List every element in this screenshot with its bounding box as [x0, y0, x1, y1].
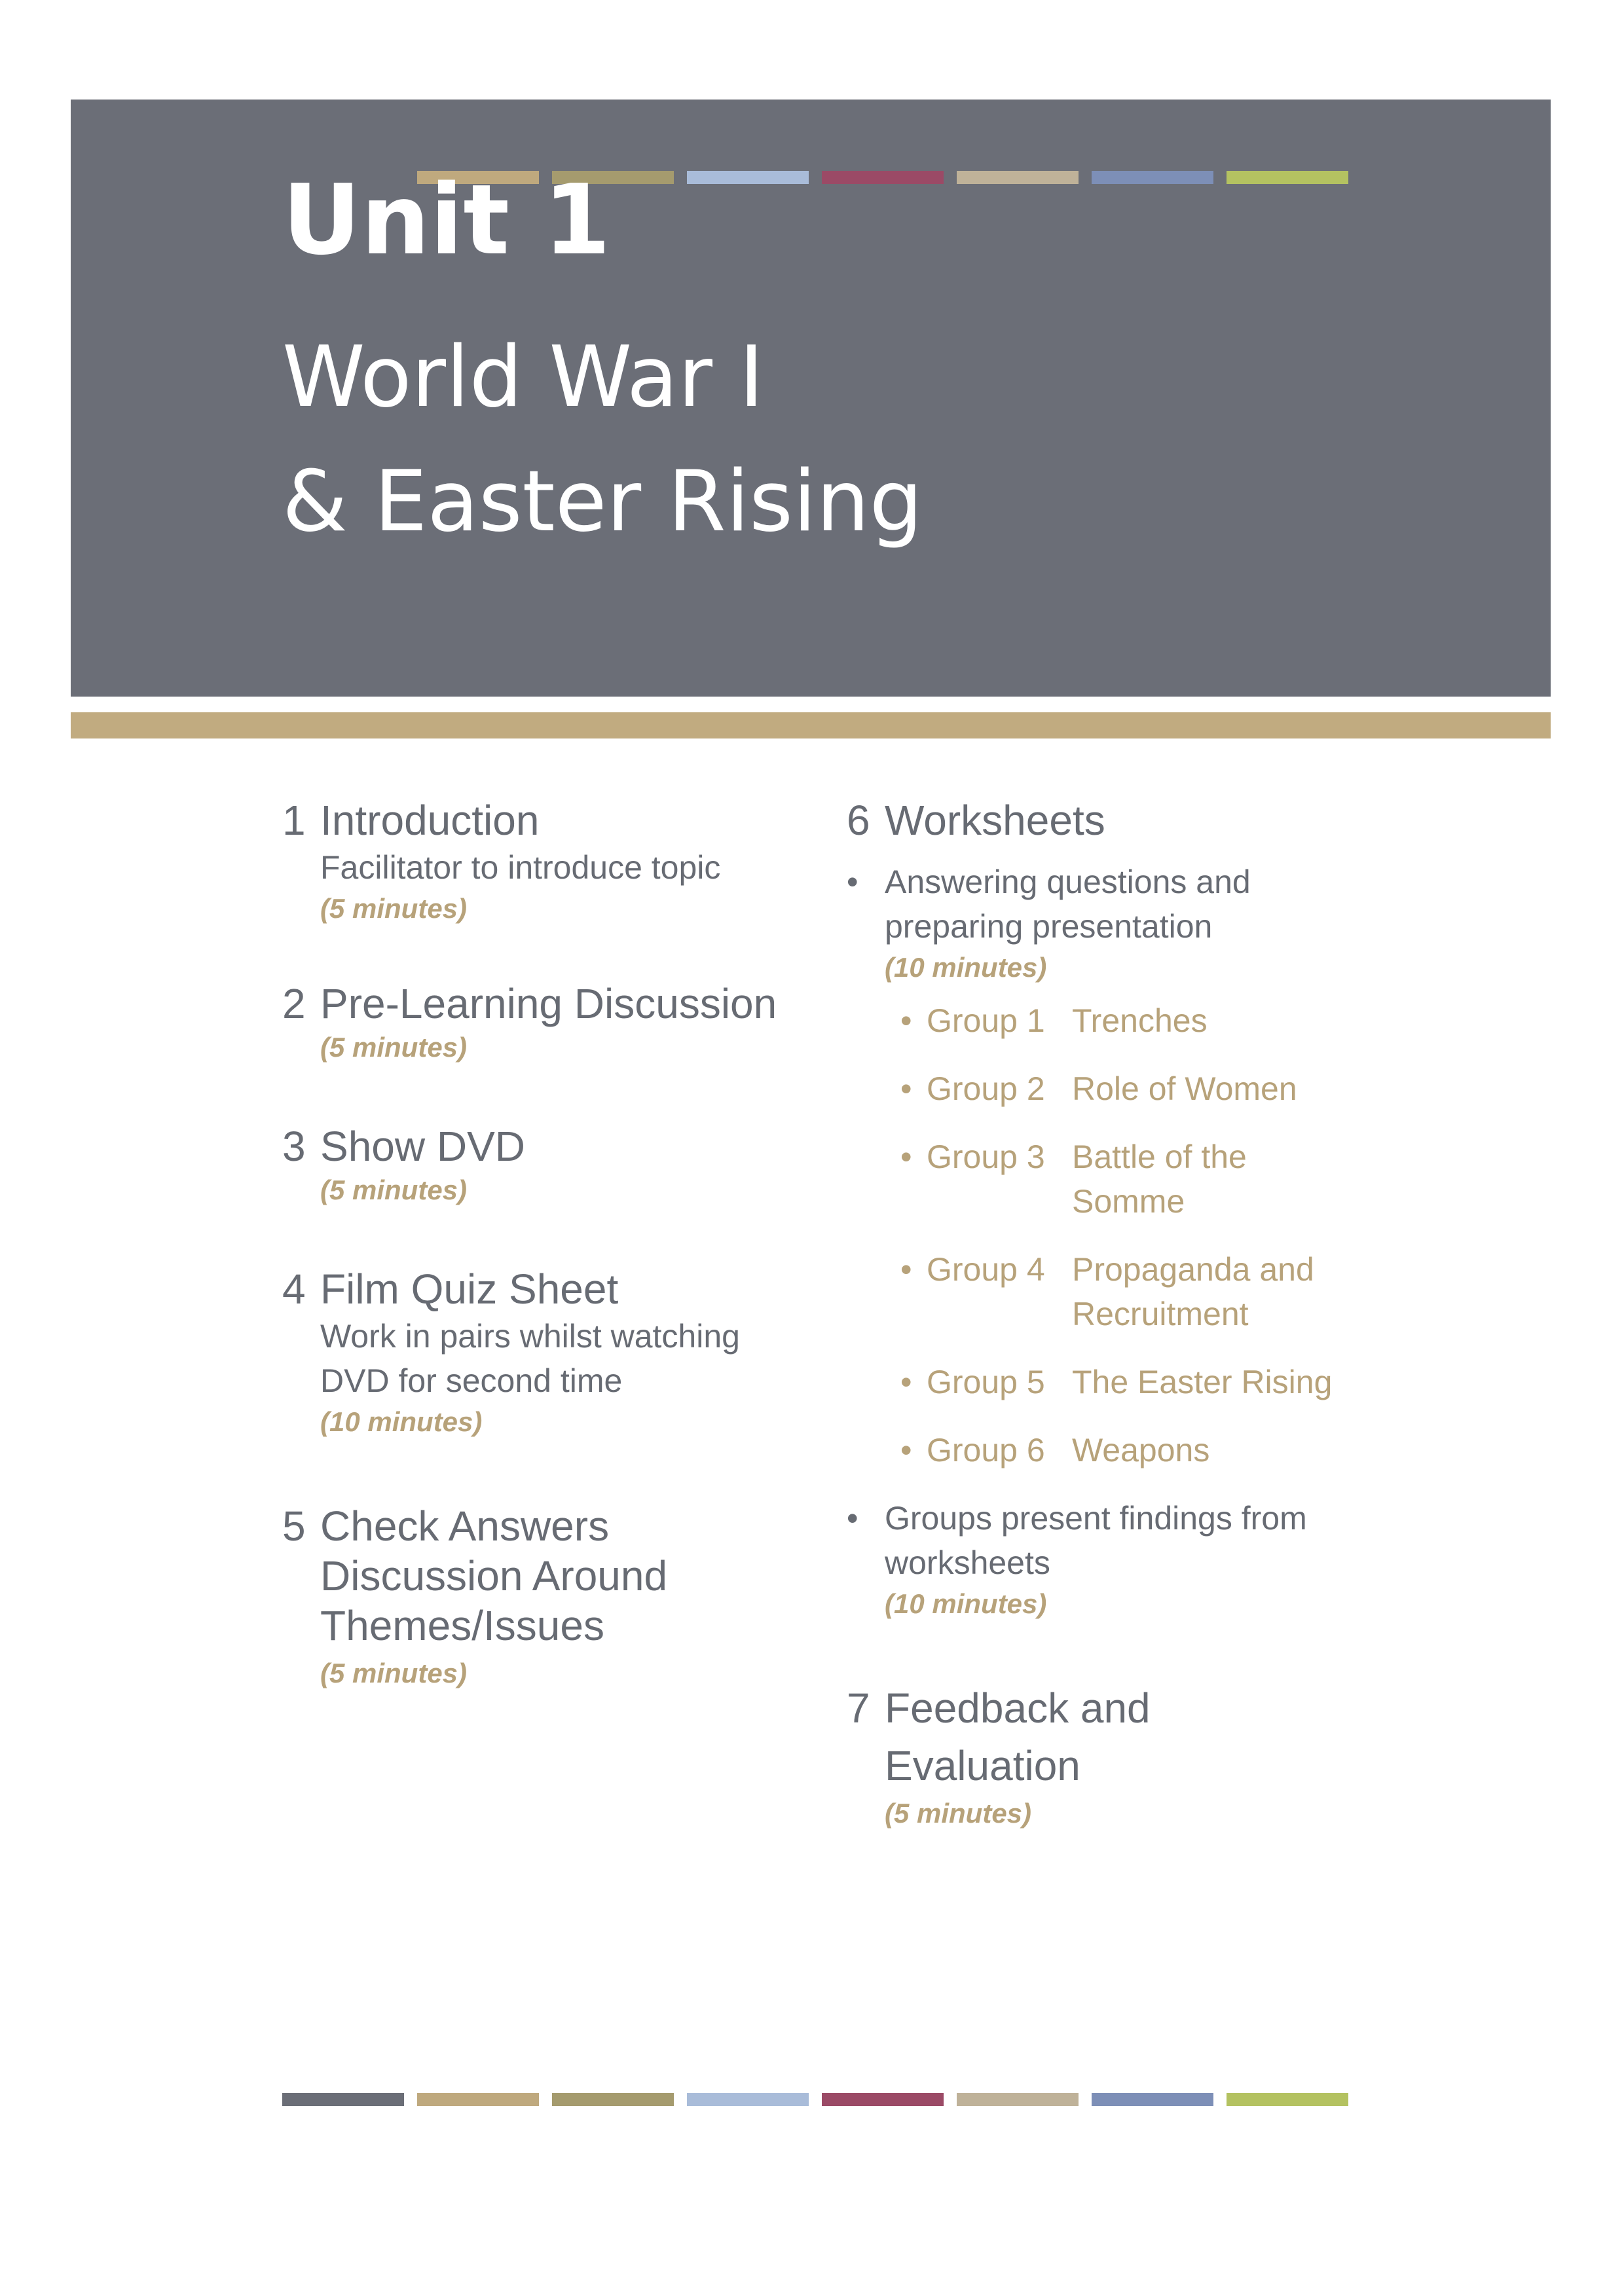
section-title: Show DVD	[320, 1123, 525, 1170]
subtitle-line-1: World War I	[282, 329, 764, 426]
section-duration: (5 minutes)	[320, 893, 468, 924]
section-title-line: Themes/Issues	[320, 1602, 604, 1649]
group-item	[900, 1135, 1436, 1224]
bullet-dot-icon: •	[900, 1432, 912, 1468]
left-column	[282, 795, 806, 1692]
bullet-text-line: worksheets	[885, 1544, 1050, 1581]
section-number: 1	[282, 797, 306, 844]
bullet-text-line: preparing presentation	[885, 908, 1213, 945]
section-number: 6	[847, 797, 870, 844]
section-worksheets	[847, 795, 1436, 1623]
group-topic: The Easter Rising	[1072, 1364, 1333, 1400]
group-topic: Role of Women	[1072, 1070, 1297, 1107]
unit-title: Unit 1	[282, 164, 611, 276]
worksheet-task-bullet	[847, 860, 1436, 987]
group-item	[900, 1247, 1436, 1336]
section-description-line: DVD for second time	[320, 1362, 623, 1399]
group-topic: Trenches	[1072, 1002, 1208, 1039]
section-pre-learning-discussion	[282, 979, 806, 1066]
stripe-3	[552, 2093, 674, 2106]
bullet-dot-icon: •	[847, 1500, 858, 1537]
section-duration: (5 minutes)	[885, 1798, 1032, 1829]
bullet-duration: (10 minutes)	[885, 952, 1047, 983]
group-name: Group 4	[927, 1251, 1045, 1288]
section-feedback-evaluation	[847, 1679, 1436, 1832]
section-title: Film Quiz Sheet	[320, 1266, 619, 1313]
stripe-8	[1227, 2093, 1348, 2106]
stripe-1	[282, 2093, 404, 2106]
stripe-4	[687, 2093, 809, 2106]
group-item	[900, 1428, 1436, 1472]
group-list	[847, 998, 1436, 1472]
section-introduction	[282, 795, 806, 928]
bullet-dot-icon: •	[900, 1251, 912, 1288]
section-number: 3	[282, 1123, 306, 1170]
stripe-5	[822, 2093, 944, 2106]
stripe-6	[957, 2093, 1079, 2106]
section-check-answers	[282, 1501, 806, 1692]
section-number: 4	[282, 1266, 306, 1313]
group-name: Group 3	[927, 1139, 1045, 1175]
section-duration: (5 minutes)	[320, 1032, 468, 1063]
bullet-duration: (10 minutes)	[885, 1588, 1047, 1619]
section-title: Worksheets	[885, 797, 1105, 844]
bullet-text-line: Answering questions and	[885, 864, 1251, 900]
group-topic: Propaganda and Recruitment	[1072, 1251, 1314, 1332]
section-number: 2	[282, 980, 306, 1027]
section-number: 5	[282, 1503, 306, 1550]
stripe-6	[957, 171, 1079, 184]
group-item	[900, 1066, 1436, 1111]
section-title-line: Evaluation	[885, 1742, 1080, 1789]
bullet-dot-icon: •	[900, 1002, 912, 1039]
group-name: Group 5	[927, 1364, 1045, 1400]
bullet-dot-icon: •	[900, 1139, 912, 1175]
section-title-line: Check Answers	[320, 1503, 610, 1550]
section-duration: (5 minutes)	[320, 1175, 468, 1205]
unit-header-banner	[71, 100, 1551, 697]
group-item	[900, 998, 1436, 1043]
group-topic: Battle of the Somme	[1072, 1139, 1247, 1220]
section-film-quiz-sheet	[282, 1264, 806, 1441]
group-item	[900, 1360, 1436, 1404]
group-name: Group 1	[927, 1002, 1045, 1039]
section-title: Introduction	[320, 797, 540, 844]
section-duration: (10 minutes)	[320, 1406, 483, 1437]
section-title-line: Discussion Around	[320, 1552, 668, 1599]
gold-divider-bar	[71, 712, 1551, 738]
bullet-dot-icon: •	[900, 1364, 912, 1400]
right-column	[847, 795, 1436, 1832]
section-title-line: Feedback and	[885, 1685, 1151, 1732]
group-name: Group 2	[927, 1070, 1045, 1107]
stripe-5	[822, 171, 944, 184]
group-topic: Weapons	[1072, 1432, 1210, 1468]
bullet-text-line: Groups present findings from	[885, 1500, 1307, 1537]
stripe-7	[1092, 2093, 1213, 2106]
stripe-8	[1227, 171, 1348, 184]
subtitle-line-2: & Easter Rising	[282, 453, 923, 551]
bullet-dot-icon: •	[847, 864, 858, 900]
section-show-dvd	[282, 1121, 806, 1209]
bullet-dot-icon: •	[900, 1070, 912, 1107]
stripe-4	[687, 171, 809, 184]
bottom-color-stripes	[282, 2093, 1348, 2106]
section-description-line: Work in pairs whilst watching	[320, 1318, 740, 1355]
stripe-2	[417, 2093, 539, 2106]
section-description: Facilitator to introduce topic	[320, 849, 721, 886]
section-title: Pre-Learning Discussion	[320, 980, 777, 1027]
group-name: Group 6	[927, 1432, 1045, 1468]
section-duration: (5 minutes)	[320, 1658, 468, 1688]
presentation-bullet	[847, 1496, 1436, 1623]
unit-subtitle	[282, 316, 923, 564]
section-number: 7	[847, 1685, 870, 1732]
stripe-7	[1092, 171, 1213, 184]
